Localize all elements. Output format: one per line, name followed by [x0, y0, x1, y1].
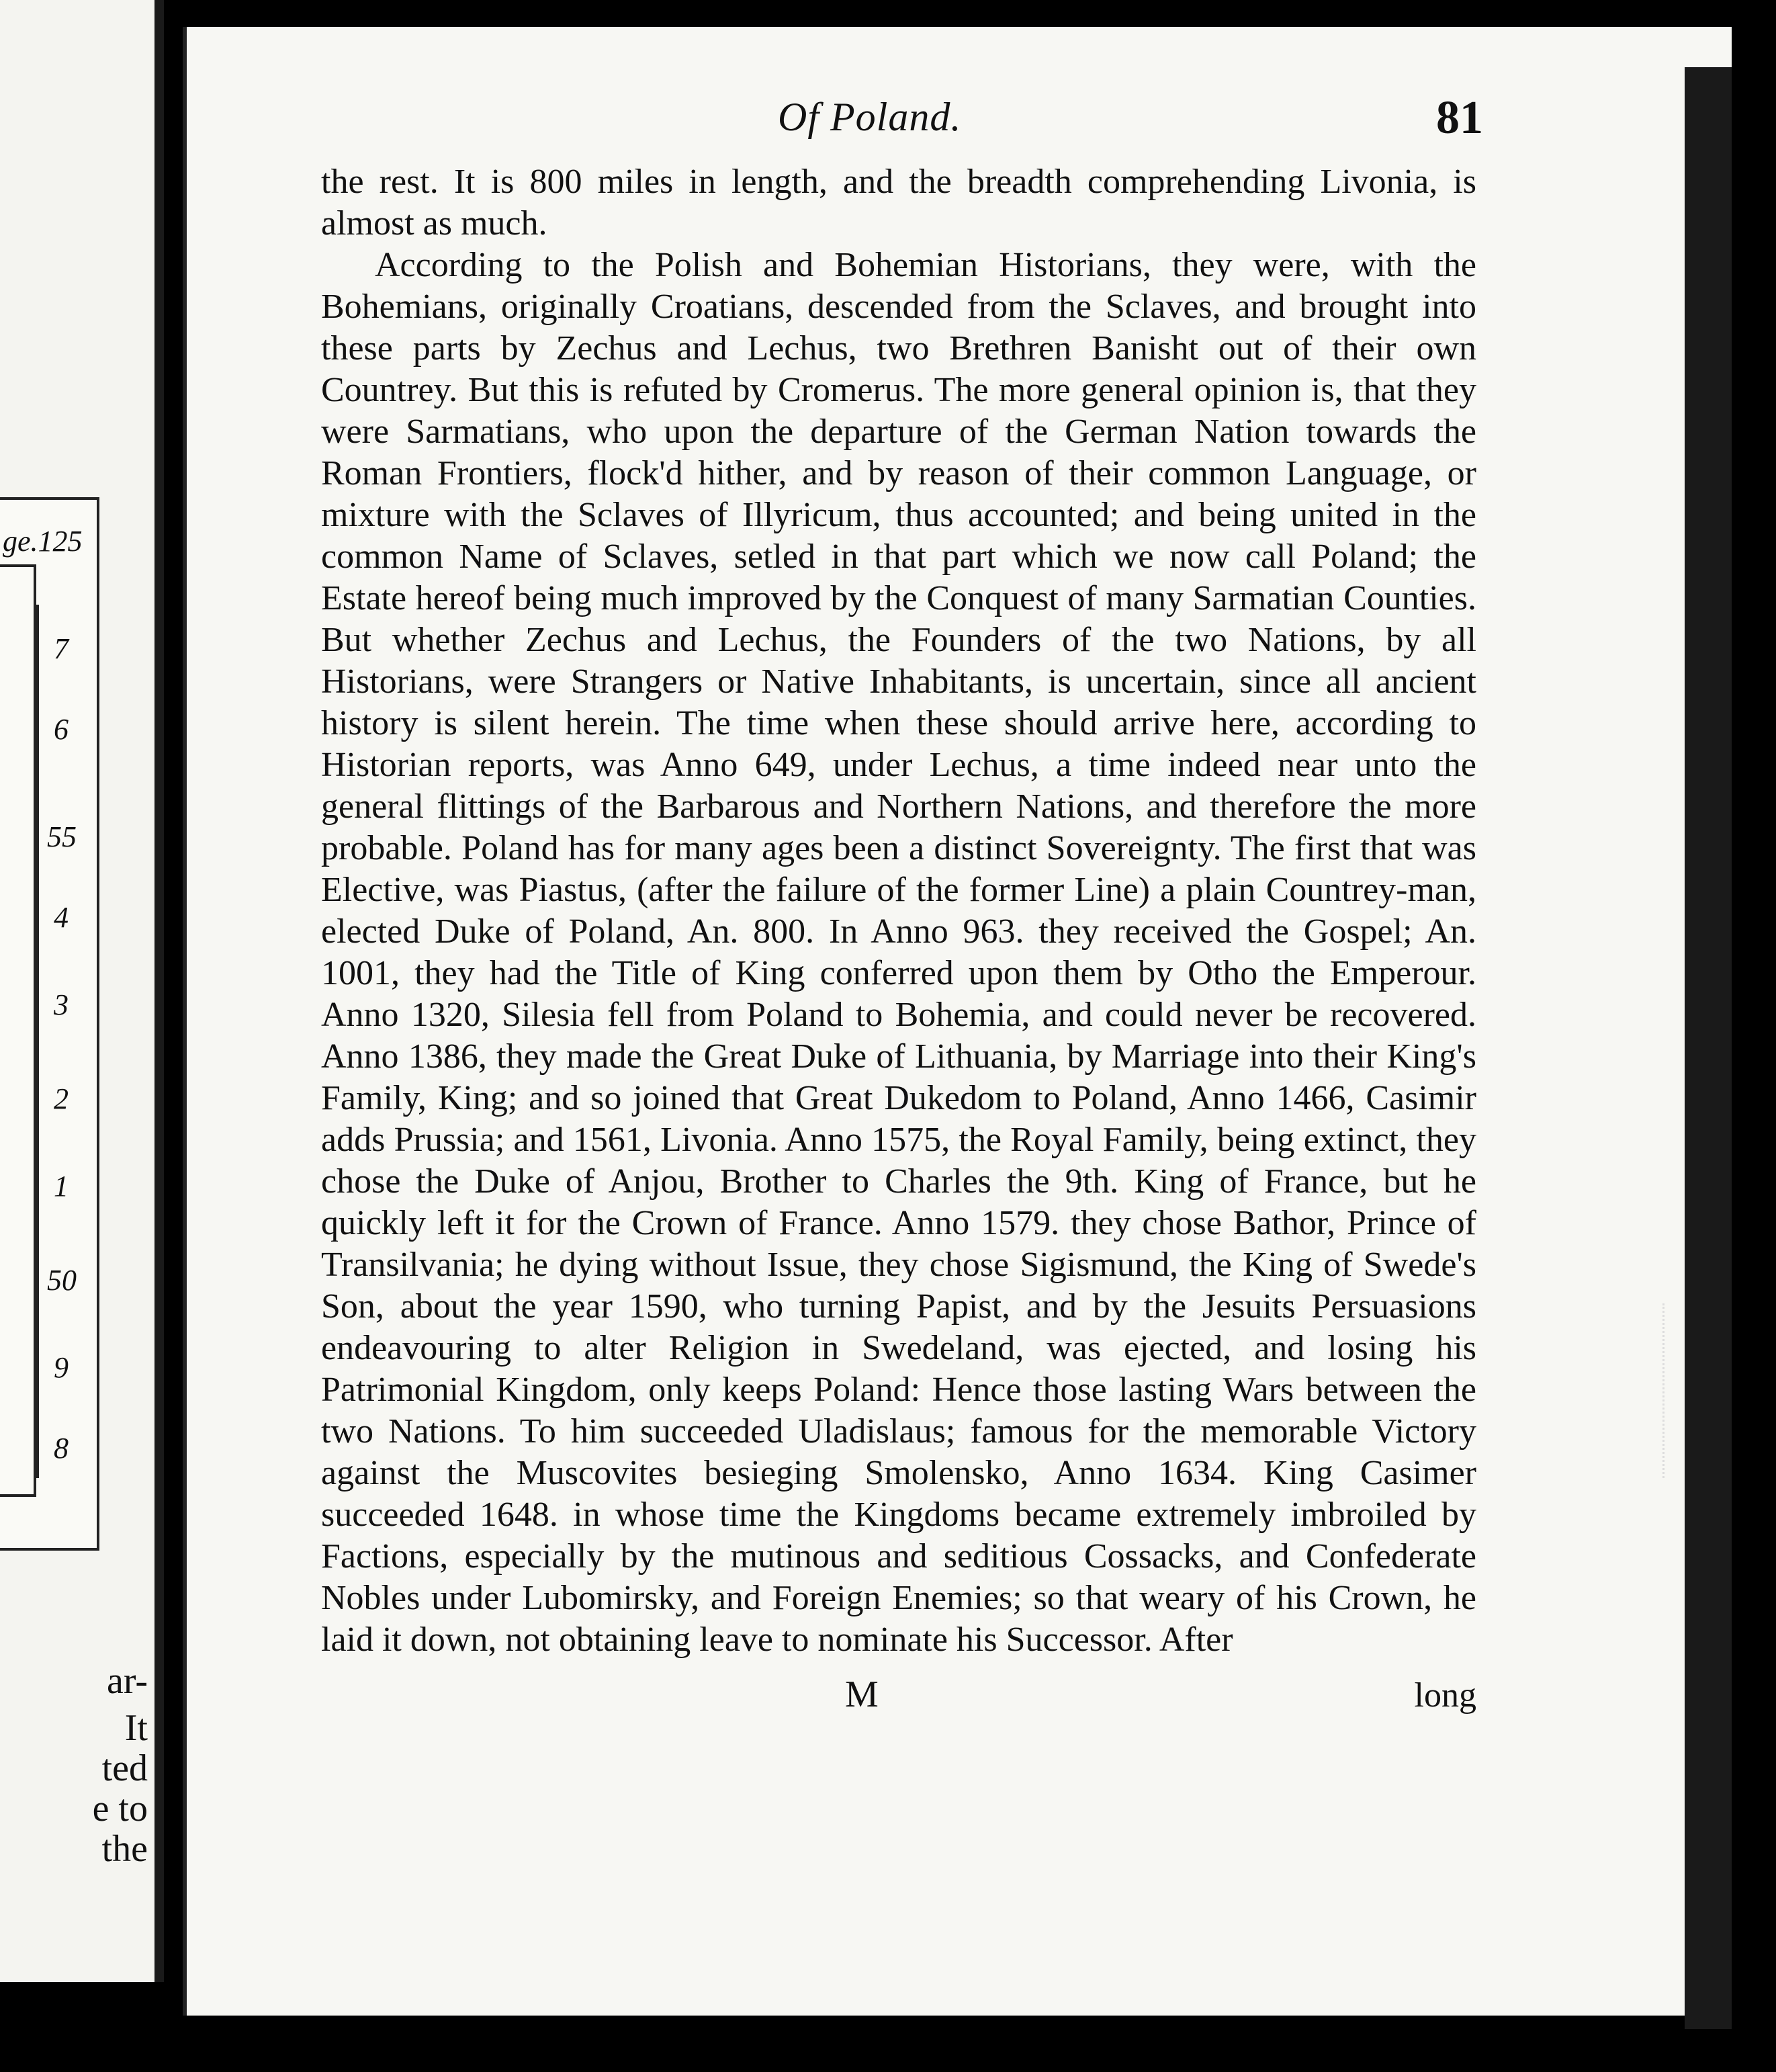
- facing-text-line: ar-: [106, 1660, 148, 1702]
- facing-text-line: It: [124, 1707, 148, 1749]
- map-tick-label: 6: [54, 713, 69, 746]
- map-inner-border: [0, 564, 36, 1497]
- signature-mark: M: [845, 1674, 879, 1715]
- page-fray: [1662, 1303, 1718, 1478]
- map-tick-label: 50: [47, 1264, 77, 1297]
- body-text: [321, 161, 1476, 1661]
- map-tick-label: 8: [54, 1432, 69, 1465]
- facing-page-fragment: [0, 0, 164, 1982]
- facing-text-line: ted: [101, 1747, 148, 1789]
- map-tick-label: 55: [47, 820, 77, 853]
- map-tick-label: 9: [54, 1351, 69, 1384]
- paragraph: According to the Polish and Bohemian Historians, they were, with the Bohemians, originally Croatians, descended from the Sclaves, and brought into these parts by Zechus and Lechus, two Brethren Banisht out of their own Countrey. But this is refuted by Cromerus. The more general opinion is, that they were Sarmatians, who upon the departure of the German Nation towards the Roman Frontiers, flock'd hither, and by reason of their common Language, or mixture with the Sclaves of Illyricum, thus accounted; and being united in the common Name of Sclaves, setled in that part which we now call Poland; the Estate hereof being much improved by the Conquest of many Sarmatian Counties. But whether Zechus and Lechus, the Founders of the two Nations, by all Historians, were Strangers or Native Inhabitants, is uncertain, since all ancient history is silent herein. The time when these should arrive here, according to Historian reports, was Anno 649, under Lechus, a time indeed near unto the general flittings of the Barbarous and Northern Nations, and therefore the more probable. Poland has for many ages been a distinct Sovereignty. The first that was Elective, was Piastus, (after the failure of the former Line) a plain Countrey-man, elected Duke of Poland, An. 800. In Anno 963. they received the Gospel; An. 1001, they had the Title of King conferred upon them by Otho the Emperour. Anno 1320, Silesia fell from Poland to Bohemia, and could never be recovered. Anno 1386, they made the Great Duke of Lithuania, by Marriage into their King's Family, King; and so joined that Great Dukedom to Poland, Anno 1466, Casimir adds Prussia; and 1561, Livonia. Anno 1575, the Royal Family, being extinct, they chose the Duke of Anjou, Brother to Charles the 9th. King of France, but he quickly left it for the Crown of France. Anno 1579. they chose Bathor, Prince of Transilvania; he dying without Issue, they chose Sigismund, the King of Swede's Son, about the year 1590, who turning Papist, and by the Jesuits Persuasions endeavouring to alter Religion in Swedeland, was ejected, and losing his Patrimonial Kingdom, only keeps Poland: Hence those lasting Wars between the two Nations. To him succeeded Uladislaus; famous for the memorable Victory against the Muscovites besieging Smolensko, Anno 1634. King Casimer succeeded 1648. in whose time the Kingdoms became extremely imbroiled by Factions, especially by the mutinous and seditious Cossacks, and Confederate Nobles under Lubomirsky, and Foreign Enemies; so that weary of his Crown, he laid it down, not obtaining leave to nominate his Successor. After: [321, 246, 1476, 1659]
- page-number: 81: [1436, 92, 1483, 144]
- facing-text-line: e to: [92, 1788, 148, 1829]
- map-tick-label: 4: [54, 901, 69, 934]
- page-footer: [321, 1673, 1476, 1727]
- running-head: [321, 67, 1483, 161]
- page-content: [321, 67, 1483, 1727]
- book-page: [183, 27, 1732, 2016]
- map-tick-label: 2: [54, 1082, 69, 1115]
- map-scale-label: ge.125: [3, 525, 83, 558]
- map-tick-label: 1: [54, 1170, 69, 1203]
- map-tick-label: 7: [54, 632, 69, 665]
- paragraph: the rest. It is 800 miles in length, and the breadth comprehending Livonia, is almost as much.: [321, 163, 1476, 243]
- facing-text-line: the: [101, 1828, 148, 1870]
- map-tick-label: 3: [54, 988, 69, 1021]
- running-title: Of Poland.: [778, 95, 962, 139]
- page-edge-shadow: [1685, 67, 1732, 2029]
- catchword: long: [1414, 1676, 1476, 1715]
